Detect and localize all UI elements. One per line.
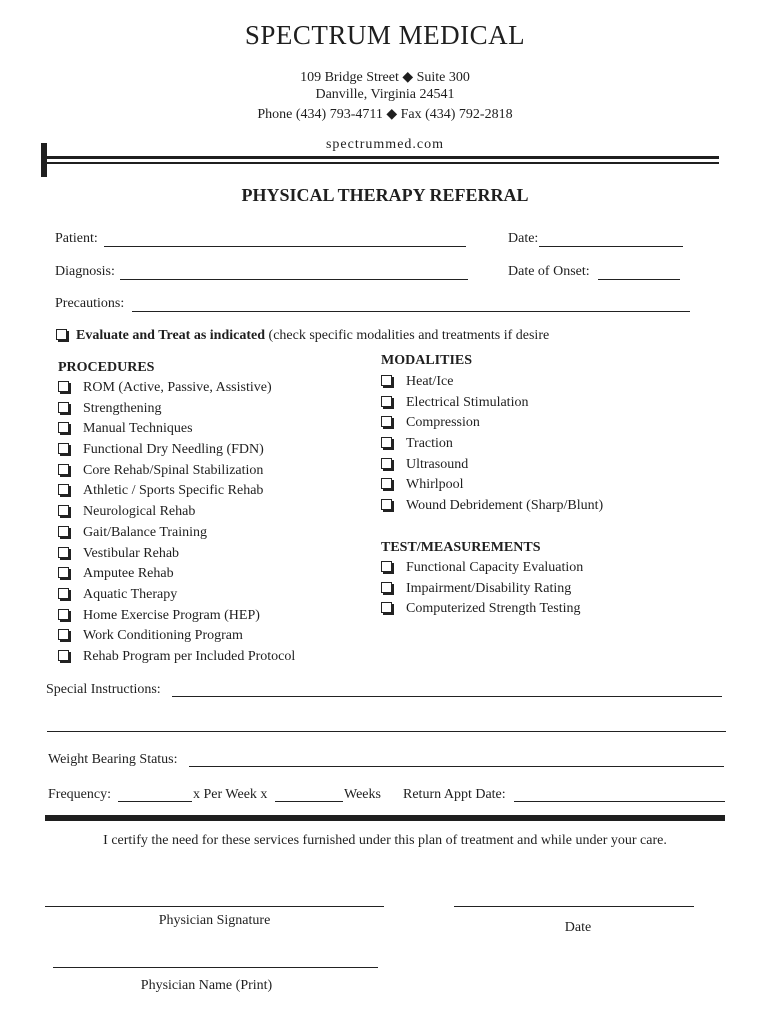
header-rule-bottom (47, 162, 719, 164)
checkbox-icon[interactable] (58, 422, 69, 433)
frequency-label: Frequency: (48, 787, 111, 802)
procedures-heading: PROCEDURES (58, 360, 155, 375)
checkbox-icon[interactable] (381, 416, 392, 427)
return-appt-label: Return Appt Date: (403, 787, 506, 802)
procedure-label: Vestibular Rehab (83, 545, 180, 561)
procedure-item[interactable] (58, 419, 295, 440)
weeks-field[interactable] (275, 801, 343, 802)
procedure-item[interactable] (58, 544, 295, 565)
modalities-heading: MODALITIES (381, 353, 473, 368)
weight-bearing-field[interactable] (189, 766, 724, 767)
evaluate-and-treat-label: Evaluate and Treat as indicated (76, 328, 266, 343)
checkbox-icon[interactable] (381, 561, 392, 572)
procedure-item[interactable] (58, 585, 295, 606)
procedure-label: Neurological Rehab (83, 504, 196, 520)
procedure-label: Aquatic Therapy (83, 586, 178, 602)
evaluate-note: (check specific modalities and treatments if desire (265, 328, 550, 343)
checkbox-icon[interactable] (381, 458, 392, 469)
procedure-label: Gait/Balance Training (83, 524, 208, 540)
checkbox-icon[interactable] (58, 464, 69, 475)
checkbox-icon[interactable] (58, 629, 69, 640)
checkbox-icon[interactable] (381, 396, 392, 407)
times-per-week-field[interactable] (118, 801, 192, 802)
form-title: PHYSICAL THERAPY REFERRAL (241, 185, 529, 205)
procedure-label: ROM (Active, Passive, Assistive) (83, 380, 272, 395)
modality-item[interactable] (381, 434, 603, 455)
test-item[interactable] (381, 579, 583, 600)
procedure-label: Home Exercise Program (HEP) (83, 607, 260, 623)
date-of-onset-label: Date of Onset: (508, 264, 590, 279)
test-label: Computerized Strength Testing (406, 601, 581, 617)
modality-item[interactable] (381, 393, 603, 414)
signature-date-field[interactable] (454, 906, 694, 907)
checkbox-icon[interactable] (381, 602, 392, 613)
physician-name-field[interactable] (53, 967, 378, 968)
header-rule-cap (41, 143, 47, 177)
checkbox-icon[interactable] (58, 588, 69, 599)
checkbox-icon[interactable] (58, 402, 69, 413)
patient-field[interactable] (104, 246, 466, 247)
modality-label: Compression (406, 415, 480, 431)
procedure-item[interactable] (58, 399, 295, 420)
procedure-item[interactable] (58, 502, 295, 523)
checkbox-icon[interactable] (381, 437, 392, 448)
procedure-item[interactable] (58, 378, 295, 399)
checkbox-icon[interactable] (58, 526, 69, 537)
procedure-label: Athletic / Sports Specific Rehab (83, 483, 264, 499)
diagnosis-field[interactable] (120, 279, 468, 280)
checkbox-icon[interactable] (381, 478, 392, 489)
weight-bearing-label: Weight Bearing Status: (48, 752, 178, 767)
website: spectrummed.com (325, 137, 445, 152)
procedure-item[interactable] (58, 606, 295, 627)
procedure-item[interactable] (58, 523, 295, 544)
checkbox-icon[interactable] (381, 375, 392, 386)
precautions-label: Precautions: (55, 296, 125, 311)
certification-text: I certify the need for these services furnished under this plan of treatment and while under your care. (103, 833, 667, 848)
procedure-label: Work Conditioning Program (83, 628, 243, 644)
test-label: Functional Capacity Evaluation (406, 560, 584, 575)
tests-heading: TEST/MEASUREMENTS (381, 540, 541, 555)
diagnosis-label: Diagnosis: (55, 264, 115, 279)
procedures-list (58, 378, 295, 668)
date-field[interactable] (539, 246, 683, 247)
checkbox-icon[interactable] (58, 381, 69, 392)
modality-item[interactable] (381, 475, 603, 496)
physician-signature-field[interactable] (45, 906, 384, 907)
procedure-item[interactable] (58, 440, 295, 461)
test-label: Impairment/Disability Rating (406, 580, 572, 596)
checkbox-icon[interactable] (56, 329, 67, 340)
procedure-label: Strengthening (83, 400, 162, 416)
modality-label: Ultrasound (406, 456, 469, 472)
procedure-item[interactable] (58, 647, 295, 668)
modality-label: Traction (406, 436, 453, 452)
company-name: SPECTRUM MEDICAL (244, 20, 526, 50)
test-item[interactable] (381, 599, 583, 620)
checkbox-icon[interactable] (381, 582, 392, 593)
per-week-label: x Per Week x (193, 787, 268, 802)
checkbox-icon[interactable] (58, 547, 69, 558)
return-appt-field[interactable] (514, 801, 725, 802)
procedure-item[interactable] (58, 481, 295, 502)
checkbox-icon[interactable] (58, 567, 69, 578)
physician-signature-label: Physician Signature (158, 913, 271, 928)
phone-fax-line: Phone (434) 793-4711 ◆ Fax (434) 792-2818 (257, 107, 513, 122)
evaluate-and-treat-option[interactable] (56, 328, 549, 344)
special-instructions-field-line-2[interactable] (47, 731, 726, 732)
special-instructions-field[interactable] (172, 696, 722, 697)
procedure-item[interactable] (58, 461, 295, 482)
modality-label: Wound Debridement (Sharp/Blunt) (406, 498, 604, 514)
modality-item[interactable] (381, 455, 603, 476)
checkbox-icon[interactable] (58, 443, 69, 454)
modality-item[interactable] (381, 372, 603, 393)
modality-item[interactable] (381, 413, 603, 434)
checkbox-icon[interactable] (58, 505, 69, 516)
procedure-label: Manual Techniques (83, 421, 193, 437)
modality-item[interactable] (381, 496, 603, 517)
date-label: Date: (508, 231, 539, 246)
header-rule-top (47, 156, 719, 159)
procedure-label: Core Rehab/Spinal Stabilization (83, 462, 264, 478)
address-line-1: 109 Bridge Street ◆ Suite 300 (300, 70, 470, 85)
checkbox-icon[interactable] (381, 499, 392, 510)
section-divider (45, 815, 725, 821)
modality-label: Electrical Stimulation (406, 394, 529, 410)
precautions-field[interactable] (132, 311, 690, 312)
signature-date-label: Date (564, 920, 592, 935)
weeks-label: Weeks (344, 787, 381, 802)
procedure-label: Amputee Rehab (83, 566, 174, 582)
address-line-2: Danville, Virginia 24541 (315, 87, 455, 102)
checkbox-icon[interactable] (58, 484, 69, 495)
procedure-label: Functional Dry Needling (FDN) (83, 442, 264, 458)
date-of-onset-field[interactable] (598, 279, 680, 280)
procedure-item[interactable] (58, 626, 295, 647)
modality-label: Whirlpool (406, 477, 464, 493)
tests-list (381, 558, 583, 620)
checkbox-icon[interactable] (58, 609, 69, 620)
checkbox-icon[interactable] (58, 650, 69, 661)
physician-name-label: Physician Name (Print) (140, 978, 273, 993)
modality-label: Heat/Ice (406, 374, 454, 389)
procedure-label: Rehab Program per Included Protocol (83, 648, 296, 664)
special-instructions-label: Special Instructions: (46, 682, 161, 697)
procedure-item[interactable] (58, 564, 295, 585)
modalities-list (381, 372, 603, 517)
patient-label: Patient: (55, 231, 98, 246)
test-item[interactable] (381, 558, 583, 579)
